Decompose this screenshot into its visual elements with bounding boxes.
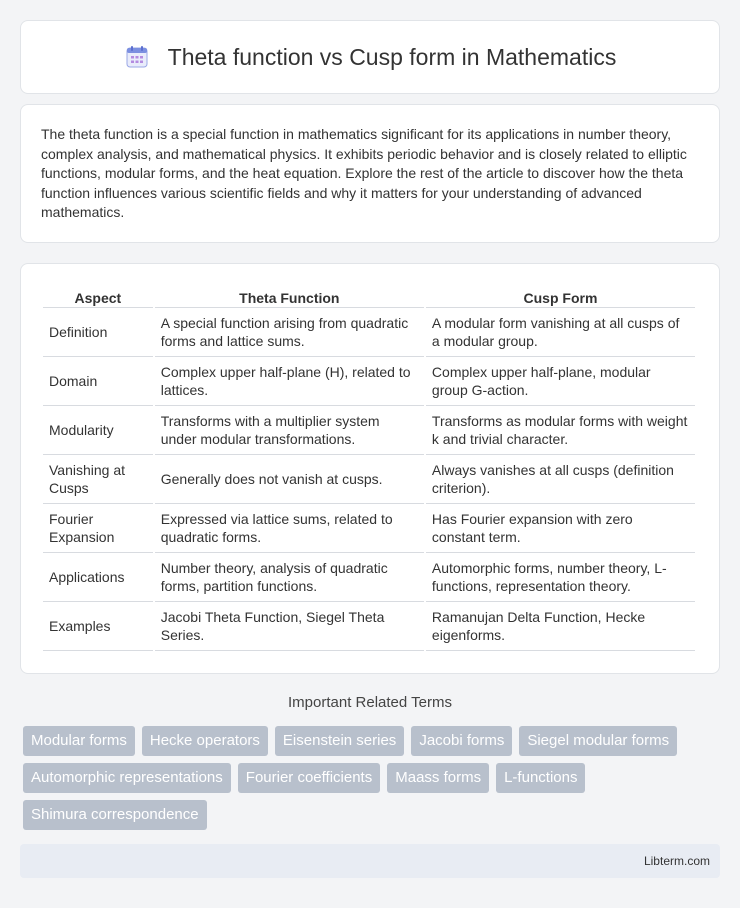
tag-modular-forms[interactable]: Modular forms <box>23 726 135 756</box>
column-header-theta: Theta Function <box>155 286 424 308</box>
row-aspect: Applications <box>43 553 153 602</box>
related-terms-list <box>23 726 723 830</box>
row-theta: Expressed via lattice sums, related to quadratic forms. <box>155 504 424 553</box>
row-cusp: Complex upper half-plane, modular group G-action. <box>426 357 695 406</box>
row-cusp: Has Fourier expansion with zero constant term. <box>426 504 695 553</box>
title-card <box>20 20 720 94</box>
intro-text: The theta function is a special function in mathematics significant for its applications in number theory, complex analysis, and mathematical physics. It exhibits periodic behavior and is closely related to elliptic functions, modular forms, and the heat equation. Explore the rest of the article to discover how the theta function influences various scientific fields and why it matters for your understanding of advanced mathematics. <box>41 126 687 221</box>
row-theta: Number theory, analysis of quadratic forms, partition functions. <box>155 553 424 602</box>
related-terms-title: Important Related Terms <box>288 694 452 711</box>
tag-eisenstein-series[interactable]: Eisenstein series <box>275 726 404 756</box>
tag-siegel-modular-forms[interactable]: Siegel modular forms <box>519 726 677 756</box>
row-cusp: A modular form vanishing at all cusps of a modular group. <box>426 308 695 357</box>
table-row <box>43 602 695 651</box>
tag-jacobi-forms[interactable]: Jacobi forms <box>411 726 512 756</box>
row-theta: Generally does not vanish at cusps. <box>155 455 424 504</box>
table-row <box>43 406 695 455</box>
tag-shimura-correspondence[interactable]: Shimura correspondence <box>23 800 207 830</box>
tag-fourier-coefficients[interactable]: Fourier coefficients <box>238 763 380 793</box>
row-cusp: Always vanishes at all cusps (definition criterion). <box>426 455 695 504</box>
row-aspect: Examples <box>43 602 153 651</box>
row-cusp: Transforms as modular forms with weight k and trivial character. <box>426 406 695 455</box>
row-theta: Complex upper half-plane (H), related to lattices. <box>155 357 424 406</box>
table-row <box>43 308 695 357</box>
calendar-icon <box>124 44 150 70</box>
tag-maass-forms[interactable]: Maass forms <box>387 763 489 793</box>
row-theta: Jacobi Theta Function, Siegel Theta Series. <box>155 602 424 651</box>
table-row <box>43 553 695 602</box>
table-row <box>43 357 695 406</box>
tag-hecke-operators[interactable]: Hecke operators <box>142 726 268 756</box>
row-theta: Transforms with a multiplier system under modular transformations. <box>155 406 424 455</box>
tag-l-functions[interactable]: L-functions <box>496 763 585 793</box>
row-aspect: Fourier Expansion <box>43 504 153 553</box>
table-row <box>43 504 695 553</box>
comparison-table-card <box>20 263 720 674</box>
row-theta: A special function arising from quadratic forms and lattice sums. <box>155 308 424 357</box>
table-header-row <box>43 286 695 308</box>
intro-card <box>20 104 720 243</box>
row-cusp: Automorphic forms, number theory, L-functions, representation theory. <box>426 553 695 602</box>
row-aspect: Definition <box>43 308 153 357</box>
footer-brand[interactable]: Libterm.com <box>643 854 710 868</box>
row-aspect: Modularity <box>43 406 153 455</box>
page-title: Theta function vs Cusp form in Mathematics <box>167 43 617 70</box>
footer <box>20 844 720 878</box>
tag-automorphic-representations[interactable]: Automorphic representations <box>23 763 231 793</box>
column-header-aspect: Aspect <box>43 286 153 308</box>
row-aspect: Vanishing at Cusps <box>43 455 153 504</box>
column-header-cusp: Cusp Form <box>426 286 695 308</box>
table-row <box>43 455 695 504</box>
row-aspect: Domain <box>43 357 153 406</box>
comparison-table <box>41 286 697 651</box>
row-cusp: Ramanujan Delta Function, Hecke eigenforms. <box>426 602 695 651</box>
